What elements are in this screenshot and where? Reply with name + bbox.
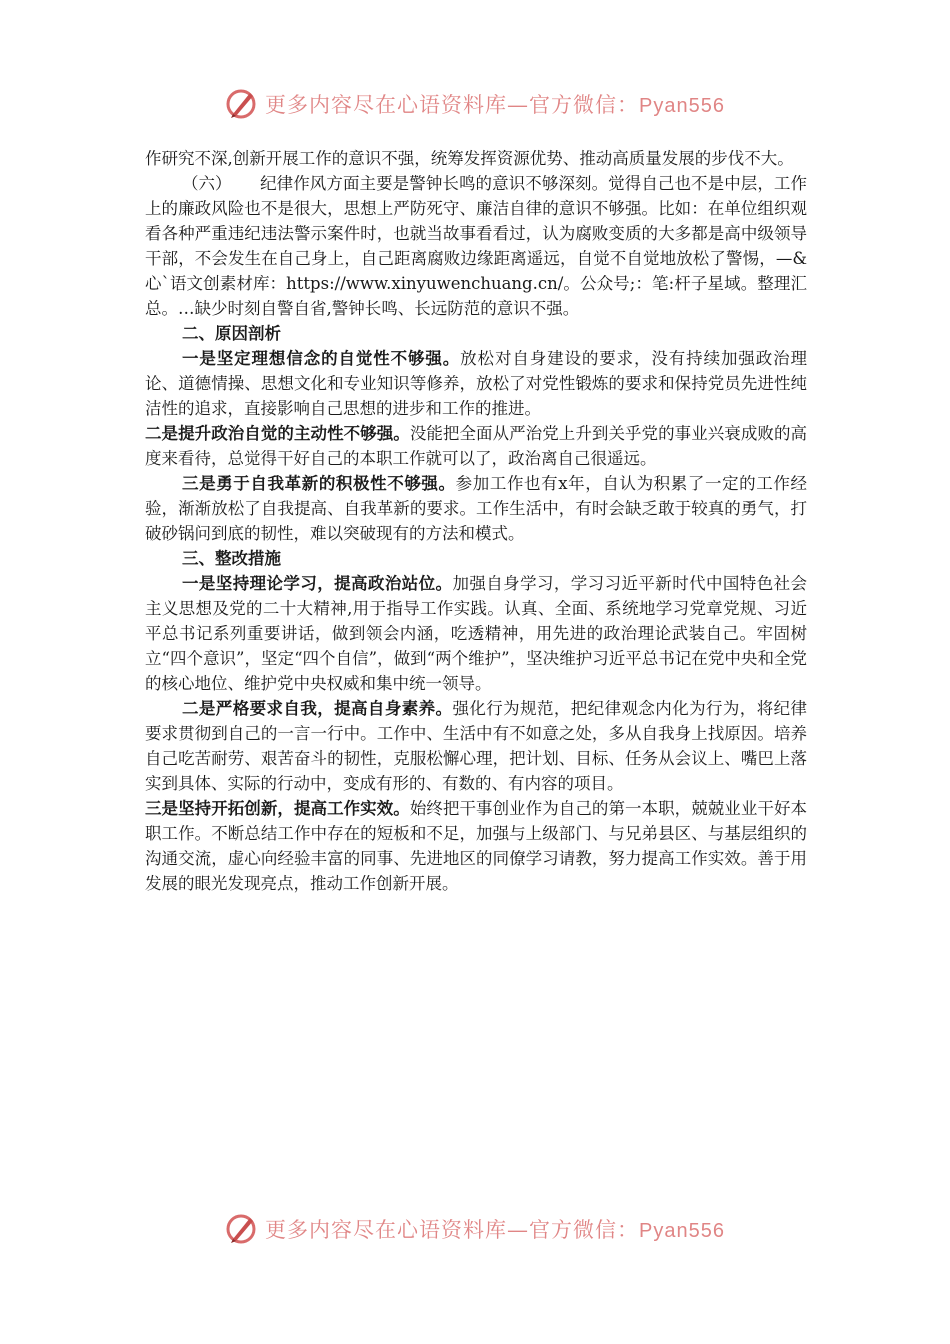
section-heading: 三、整改措施 xyxy=(182,549,281,568)
lead-phrase: 二是提升政治自觉的主动性不够强。 xyxy=(145,424,410,443)
paragraph-text: 参加工作也有x年，自认为积累了一定的工作经验，渐渐放松了自我提高、自我革新的要求。工作生活中，有时会缺乏敢于较真的勇气，打破砂锅问到底的韧性，难以突破现有的方法和模式。 xyxy=(145,474,807,543)
section-heading: 二、原因剖析 xyxy=(182,324,281,343)
paragraph xyxy=(145,421,807,471)
paragraph-text: 没能把全面从严治党上升到关乎党的事业兴衰成败的高度来看待，总觉得干好自己的本职工作就可以了，政治离自己很遥远。 xyxy=(145,424,808,468)
document-body xyxy=(145,146,807,896)
paragraph-text: 强化行为规范，把纪律观念内化为行为，将纪律要求贯彻到自己的一言一行中。工作中、生活中有不如意之处，多从自我身上找原因。培养自己吃苦耐劳、艰苦奋斗的韧性，克服松懈心理，把计划、目标、任务从会议上、嘴巴上落实到具体、实际的行动中，变成有形的、有数的、有内容的项目。 xyxy=(145,699,808,793)
paragraph xyxy=(145,346,807,421)
lead-phrase: 一是坚定理想信念的自觉性不够强。 xyxy=(182,349,461,368)
paragraph-text: 始终把干事创业作为自己的第一本职，兢兢业业干好本职工作。不断总结工作中存在的短板和不足，加强与上级部门、与兄弟县区、与基层组织的沟通交流，虚心向经验丰富的同事、先进地区的同僚学习请教，努力提高工作实效。善于用发展的眼光发现亮点，推动工作创新开展。 xyxy=(145,799,808,893)
paragraph xyxy=(145,796,807,896)
footer-banner xyxy=(0,1212,950,1246)
lead-phrase: 三是坚持开拓创新，提高工作实效。 xyxy=(145,799,410,818)
pen-circle-logo-icon xyxy=(225,87,259,121)
paragraph-text: 放松对自身建设的要求，没有持续加强政治理论、道德情操、思想文化和专业知识等修养，放松了对党性锻炼的要求和保持党员先进性纯洁性的追求，直接影响自己思想的进步和工作的推进。 xyxy=(145,349,808,418)
footer-banner-text: 更多内容尽在心语资料库—官方微信：Pyan556 xyxy=(265,1218,725,1242)
header-banner-text: 更多内容尽在心语资料库—官方微信：Pyan556 xyxy=(265,93,725,117)
paragraph-text: 加强自身学习，学习习近平新时代中国特色社会主义思想及党的二十大精神,用于指导工作实践。认真、全面、系统地学习党章党规、习近平总书记系列重要讲话，做到领会内涵，吃透精神，用先进的政治理论武装自己。牢固树立“四个意识”，坚定“四个自信”，做到“两个维护”，坚决维护习近平总书记在党中央和全党的核心地位、维护党中央权威和集中统一领导。 xyxy=(145,574,808,693)
lead-phrase: 二是严格要求自我，提高自身素养。 xyxy=(182,699,453,718)
pen-circle-logo-icon xyxy=(225,1212,259,1246)
paragraph xyxy=(145,696,807,796)
paragraph-text: 纪律作风方面主要是警钟长鸣的意识不够深刻。觉得自己也不是中层，工作上的廉政风险也不是很大，思想上严防死守、廉洁自律的意识不够强。比如：在单位组织观看各种严重违纪违法警示案件时，也就当故事看看过，认为腐败变质的大多都是高中级领导干部，不会发生在自己身上，自己距离腐败边缘距离遥远，自觉不自觉地放松了警惕，—&心`语文创素材库：https://www.xinyuwenchuang.cn/。公众号;：笔:杆子星域。整理汇总。…缺少时刻自警自省,警钟长鸣、长远防范的意识不强。 xyxy=(145,174,807,318)
paragraph xyxy=(145,471,807,546)
paragraph xyxy=(145,571,807,696)
paragraph: 作研究不深,创新开展工作的意识不强，统筹发挥资源优势、推动高质量发展的步伐不大。 xyxy=(145,149,794,168)
paragraph xyxy=(145,171,807,321)
header-banner xyxy=(0,87,950,121)
lead-phrase: 一是坚持理论学习，提高政治站位。 xyxy=(182,574,453,593)
item-number: （六） xyxy=(182,174,232,193)
lead-phrase: 三是勇于自我革新的积极性不够强。 xyxy=(182,474,456,493)
